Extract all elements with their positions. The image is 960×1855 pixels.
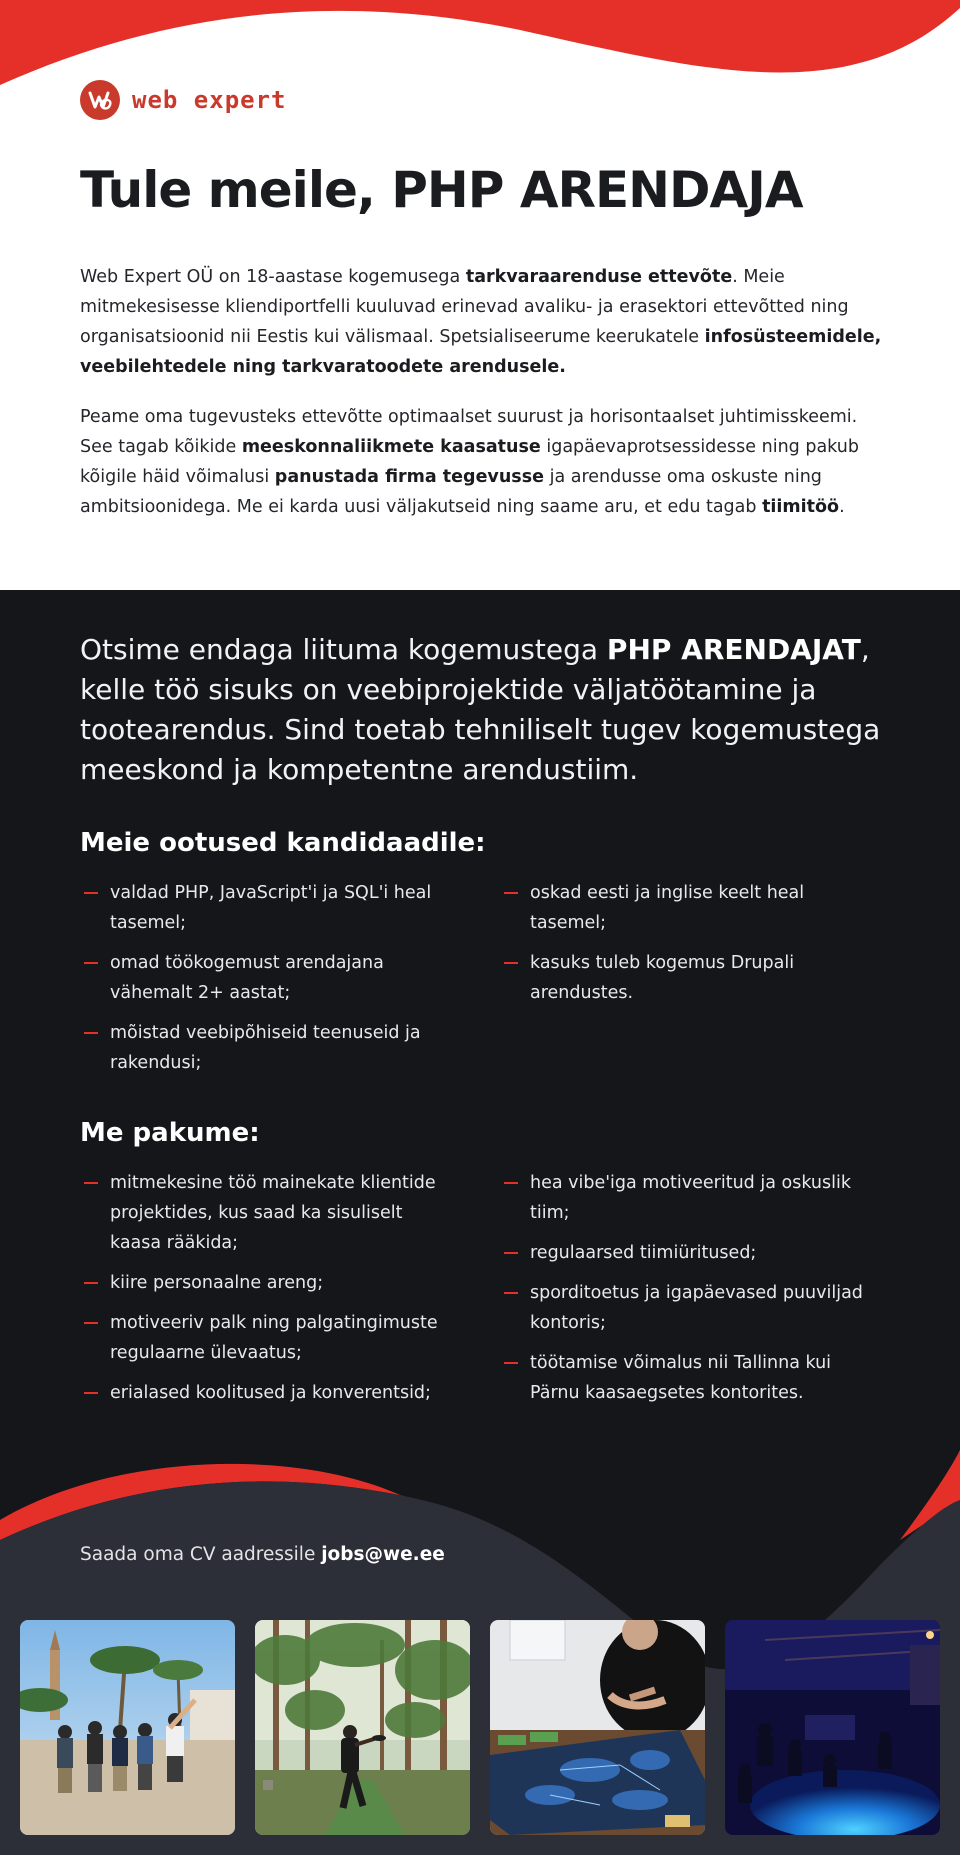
list-item (80, 1018, 450, 1078)
list-item (80, 1268, 450, 1298)
logo-mark-icon (80, 80, 120, 120)
photo-team-outdoors (20, 1620, 235, 1835)
list-item-text: motiveeriv palk ning palgatingimuste regulaarne ülevaatus; (110, 1313, 438, 1363)
expectations-list-left (80, 878, 450, 1088)
photo-disc-golf-forest-image (255, 1620, 470, 1835)
dash-bullet-icon (84, 1182, 98, 1184)
offers-list-right (500, 1168, 870, 1418)
body-text: Peame oma tugevusteks ettevõtte optimaalset suurust ja horisontaalset juhtimisskeemi. See tagab kõikide (80, 407, 858, 457)
photo-night-pool-image (725, 1620, 940, 1835)
list-item (500, 1238, 870, 1268)
dash-bullet-icon (504, 1182, 518, 1184)
job-lead-text (80, 630, 900, 790)
photo-night-pool (725, 1620, 940, 1835)
list-item-text: hea vibe'iga motiveeritud ja oskuslik tiim; (530, 1173, 851, 1223)
title-light: Tule meile, (80, 161, 392, 219)
dash-bullet-icon (504, 1292, 518, 1294)
list-item-text: oskad eesti ja inglise keelt heal tasemel; (530, 883, 805, 933)
list-item-text: mõistad veebipõhiseid teenuseid ja rakendusi; (110, 1023, 421, 1073)
list-item-text: erialased koolitused ja konverentsid; (110, 1383, 431, 1403)
dash-bullet-icon (84, 892, 98, 894)
emphasis-text: tiimitöö (762, 497, 840, 517)
dash-bullet-icon (504, 1252, 518, 1254)
dash-bullet-icon (84, 1032, 98, 1034)
list-item (80, 1308, 450, 1368)
dash-bullet-icon (504, 892, 518, 894)
list-item (500, 878, 870, 938)
cv-prefix: Saada oma CV aadressile (80, 1544, 322, 1565)
photo-gallery (20, 1620, 940, 1835)
list-item (80, 878, 450, 938)
page-title (80, 160, 803, 220)
emphasis-text: panustada firma tegevusse (274, 467, 545, 487)
list-item-text: regulaarsed tiimiüritused; (530, 1243, 757, 1263)
email-link[interactable]: jobs@we.ee (321, 1544, 445, 1565)
dash-bullet-icon (84, 1322, 98, 1324)
body-text: , kelle töö sisuks on veebiprojektide väljatöötamine ja tootearendus. Sind toetab tehniliselt tugev kogemustega meeskond ja kompetentne arendustiim. (80, 633, 881, 786)
list-item (500, 948, 870, 1008)
list-item-text: valdad PHP, JavaScript'i ja SQL'i heal tasemel; (110, 883, 432, 933)
body-text: igapäevaprotsessidesse ning pakub kõigile häid võimalusi (80, 437, 859, 487)
list-item-text: sporditoetus ja igapäevased puuviljad kontoris; (530, 1283, 863, 1333)
dash-bullet-icon (84, 962, 98, 964)
intro-text (80, 262, 885, 522)
dash-bullet-icon (84, 1282, 98, 1284)
list-item (500, 1278, 870, 1338)
photo-team-outdoors-image (20, 1620, 235, 1835)
logo[interactable] (80, 80, 287, 120)
emphasis-text: PHP ARENDAJAT (606, 633, 861, 666)
photo-board-game-image (490, 1620, 705, 1835)
body-text: . (839, 497, 845, 517)
intro-paragraph-2 (80, 402, 885, 522)
dash-bullet-icon (504, 962, 518, 964)
emphasis-text: tarkvaraarenduse ettevõte (465, 267, 733, 287)
expectations-title: Meie ootused kandidaadile: (80, 828, 486, 858)
body-text: Otsime endaga liituma kogemustega (80, 633, 607, 666)
header-section (0, 0, 960, 590)
cv-contact (80, 1540, 445, 1570)
photo-disc-golf-forest (255, 1620, 470, 1835)
photo-board-game (490, 1620, 705, 1835)
emphasis-text: meeskonnaliikmete kaasatuse (241, 437, 541, 457)
list-item (80, 948, 450, 1008)
list-item-text: töötamise võimalus nii Tallinna kui Pärnu kaasaegsetes kontorites. (530, 1353, 832, 1403)
body-text: ja arendusse oma oskuste ning ambitsioonidega. Me ei karda uusi väljakutseid ning saame aru, et edu tagab (80, 467, 822, 517)
body-text: . Meie mitmekesisesse kliendiportfelli kuuluvad erinevad avaliku- ja erasektori ettevõtted ning organisatsioonid nii Eestis kui välismaal. Spetsialiseerume keerukatele (80, 267, 849, 347)
body-text: Web Expert OÜ on 18-aastase kogemusega (80, 267, 466, 287)
logo-text: web expert (132, 86, 287, 114)
list-item (80, 1378, 450, 1408)
title-bold: PHP ARENDAJA (391, 161, 803, 219)
dash-bullet-icon (84, 1392, 98, 1394)
offers-title: Me pakume: (80, 1118, 260, 1148)
emphasis-text: infosüsteemidele, veebilehtedele ning tarkvaratoodete arendusele. (80, 327, 882, 377)
list-item-text: kasuks tuleb kogemus Drupali arendustes. (530, 953, 795, 1003)
list-item-text: omad töökogemust arendajana vähemalt 2+ aastat; (110, 953, 384, 1003)
dash-bullet-icon (504, 1362, 518, 1364)
expectations-list-right (500, 878, 870, 1018)
list-item-text: mitmekesine töö mainekate klientide projektides, kus saad ka sisuliselt kaasa rääkida; (110, 1173, 436, 1253)
offers-list-left (80, 1168, 450, 1418)
list-item (500, 1348, 870, 1408)
job-details-section (0, 590, 960, 1855)
top-wave-decoration (0, 0, 960, 90)
list-item (500, 1168, 870, 1228)
list-item-text: kiire personaalne areng; (110, 1273, 324, 1293)
intro-paragraph-1 (80, 262, 885, 382)
list-item (80, 1168, 450, 1258)
